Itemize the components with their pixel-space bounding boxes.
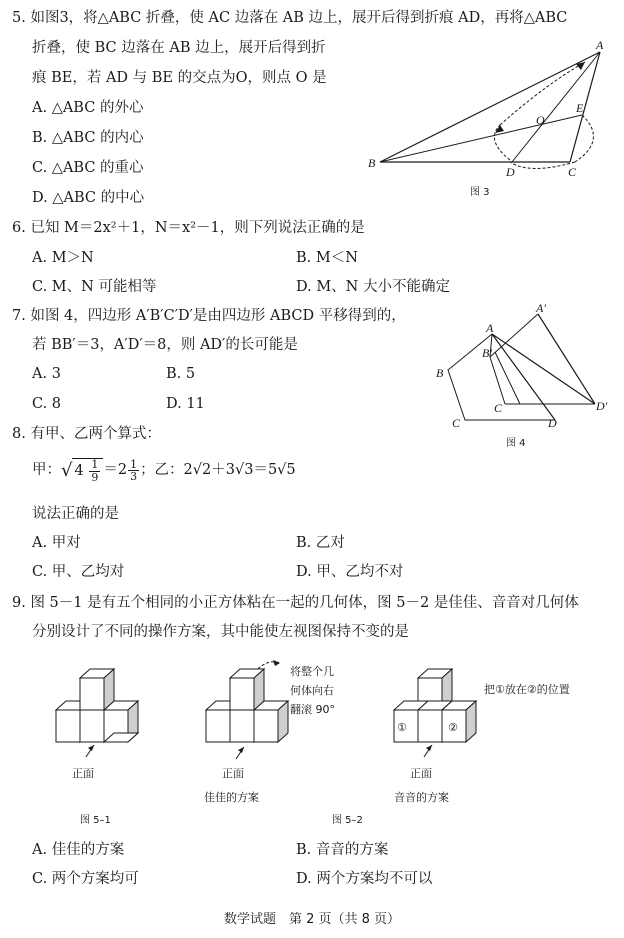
yin-plan-label: 音音的方案 [394, 791, 449, 804]
q9-option-b[interactable]: B. 音音的方案 [296, 842, 389, 858]
fig5-2-caption: 图 5–2 [332, 815, 363, 826]
q8-option-d[interactable]: D. 甲、乙均不对 [296, 564, 404, 580]
fig4-label-a-prime: A′ [536, 301, 546, 315]
q9-line2: 分别设计了不同的操作方案，其中能使左视图保持不变的是 [32, 624, 409, 640]
q6-option-b[interactable]: B. M＜N [296, 250, 358, 266]
q7-line1: 7. 如图 4，四边形 A′B′C′D′是由四边形 ABCD 平移得到的， [12, 308, 406, 324]
q5-option-d[interactable]: D. △ABC 的中心 [32, 190, 145, 206]
circle-2-label: ② [448, 721, 458, 734]
fig4-label-c: C [452, 416, 461, 430]
fig4-label-a: A [486, 321, 494, 335]
sqrt-sign: √ [61, 459, 73, 481]
q7-option-b[interactable]: B. 5 [166, 366, 196, 382]
q6-option-c[interactable]: C. M、N 可能相等 [32, 279, 157, 295]
q8-option-c[interactable]: C. 甲、乙均对 [32, 564, 125, 580]
figure-5-2-jiajia [200, 655, 350, 805]
q8-yi: ；乙：2√2＋3√3＝5√5 [140, 461, 296, 478]
q5-line2: 折叠，使 BC 边落在 AB 边上，展开后得到折 [32, 40, 326, 56]
circle-1-label: ① [397, 721, 407, 734]
q7-option-a[interactable]: A. 3 [32, 366, 61, 382]
q8-jia-radicand [72, 458, 103, 483]
fig4-label-b-prime: B′ [482, 346, 492, 360]
q8-jia-frac: $\frac{1}{9}$ [91, 458, 99, 484]
q5-line3: 痕 BE，若 AD 与 BE 的交点为O，则点 O 是 [32, 70, 327, 86]
q6-option-d[interactable]: D. M、N 大小不能确定 [296, 279, 450, 295]
q8-jia-frac2: $\frac{1}{3}$ [130, 457, 138, 484]
fig4-caption: 图 4 [506, 438, 526, 449]
q9-option-c[interactable]: C. 两个方案均可 [32, 871, 139, 887]
fig3-label-o: O [536, 113, 545, 127]
q5-option-a[interactable]: A. △ABC 的外心 [32, 100, 144, 116]
fig4-label-d: D [548, 416, 557, 430]
fig3-label-b: B [368, 156, 376, 170]
q9-option-d[interactable]: D. 两个方案均不可以 [296, 871, 433, 887]
figure-5-1 [50, 665, 150, 825]
q5-option-c[interactable]: C. △ABC 的重心 [32, 160, 144, 176]
fig3-label-a: A [596, 38, 604, 52]
figure-5-2-yinyin [388, 665, 618, 815]
fig4-label-b: B [436, 366, 444, 380]
figure-3 [360, 40, 610, 200]
fig3-caption: 图 3 [470, 187, 490, 198]
page-footer: 数学试题 第 2 页（共 8 页） [223, 912, 401, 927]
fig3-label-d: D [506, 165, 515, 179]
q8-option-a[interactable]: A. 甲对 [32, 535, 81, 551]
q8-expression [32, 458, 296, 483]
fig4-label-c-prime: C [494, 401, 503, 415]
jia-note-1: 将整个几 [290, 665, 334, 678]
q9-option-a[interactable]: A. 佳佳的方案 [32, 842, 125, 858]
q8-jia-eq: ＝2 [103, 461, 128, 478]
fig5-2-jia-front-label: 正面 [222, 767, 244, 780]
q8-option-b[interactable]: B. 乙对 [296, 535, 345, 551]
q6-line1: 6. 已知 M＝2x²＋1，N＝x²－1，则下列说法正确的是 [12, 220, 365, 236]
fig3-label-e: E [576, 101, 584, 115]
jia-plan-label: 佳佳的方案 [204, 791, 259, 804]
q8-jia-prefix: 甲： [32, 461, 61, 478]
q6-option-a[interactable]: A. M＞N [32, 250, 94, 266]
q7-option-d[interactable]: D. 11 [166, 396, 205, 412]
fig5-2-yin-front-label: 正面 [410, 767, 432, 780]
jia-note-2: 何体向右 [290, 684, 334, 697]
q5-option-b[interactable]: B. △ABC 的内心 [32, 130, 144, 146]
q8-line3: 说法正确的是 [32, 506, 119, 522]
fig4-label-d-prime: D′ [596, 399, 608, 413]
jia-note-3: 翻滚 90° [290, 703, 335, 716]
q7-line2: 若 BB′＝3，A′D′＝8，则 AD′的长可能是 [32, 337, 298, 353]
figure-4 [430, 302, 620, 452]
q9-line1: 9. 图 5－1 是有五个相同的小正方体粘在一起的几何体，图 5－2 是佳佳、音音对几何体 [12, 595, 579, 611]
fig3-label-c: C [568, 165, 577, 179]
q5-line1: 5. 如图3，将△ABC 折叠，使 AC 边落在 AB 边上，展开后得到折痕 AD，再将△ABC [12, 10, 568, 26]
q8-jia-whole: 4 [74, 463, 84, 480]
yin-note: 把①放在②的位置 [484, 683, 570, 696]
q7-option-c[interactable]: C. 8 [32, 396, 62, 412]
q8-line1: 8. 有甲、乙两个算式： [12, 426, 161, 442]
fig5-1-caption: 图 5–1 [80, 815, 111, 826]
fig5-1-front-label: 正面 [72, 767, 94, 780]
